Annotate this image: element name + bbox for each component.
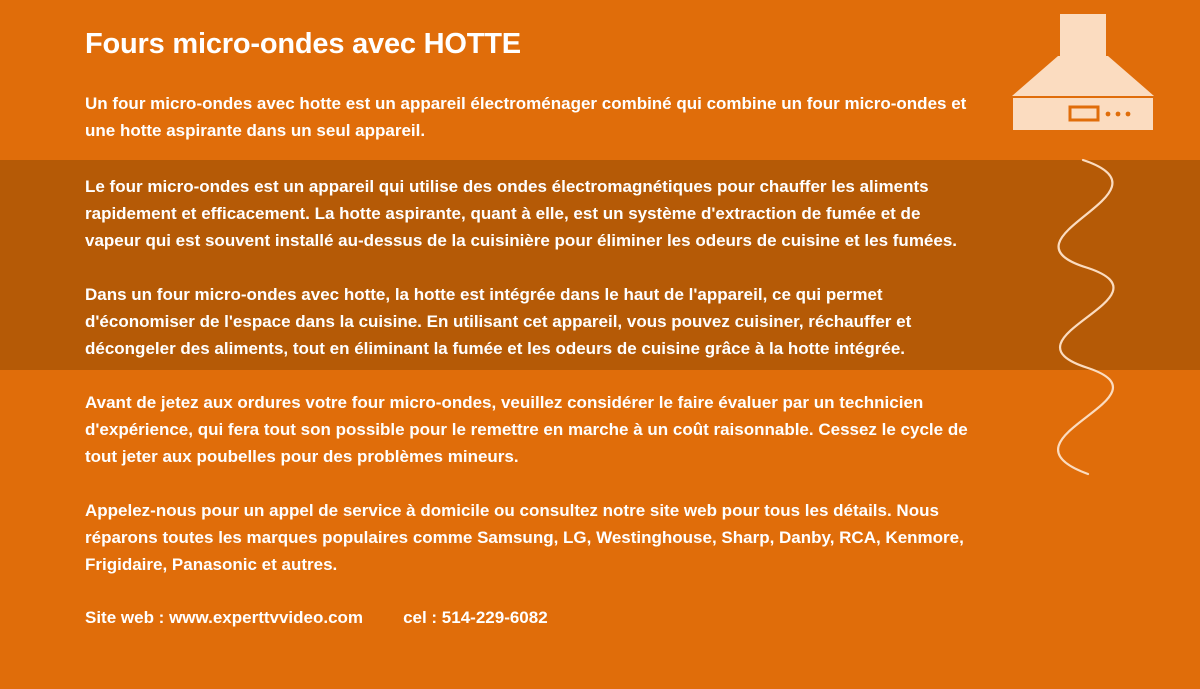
intro-paragraph: Un four micro-ondes avec hotte est un appareil électroménager combiné qui combine un four micro-ondes et une hotte aspirante dans un seul appareil.: [85, 94, 967, 140]
website-text: Site web : www.experttvvideo.com: [85, 608, 364, 627]
integrated-hood-paragraph: Dans un four micro-ondes avec hotte, la hotte est intégrée dans le haut de l'appareil, ce qui permet d'économiser de l'espace dans la cuisine. En utilisant cet appareil, vous pouvez cuisiner, réchauffer et décongeler des aliments, tout en éliminant la fumée et les odeurs de cuisine grâce à la hotte intégrée.: [85, 285, 912, 358]
service-call-paragraph: Appelez-nous pour un appel de service à domicile ou consultez notre site web pour tous les détails. Nous réparons toutes les marques populaires comme Samsung, LG, Westinghouse, Sharp, Danby, RCA, Kenmore, Frigidaire, Panasonic et autres.: [85, 501, 964, 574]
phone-text: cel : 514-229-6082: [403, 608, 548, 627]
page-title: Fours micro-ondes avec HOTTE: [85, 28, 521, 60]
repair-advice-paragraph: Avant de jetez aux ordures votre four micro-ondes, veuillez considérer le faire évaluer par un technicien d'expérience, qui fera tout son possible pour le remettre en marche à un coût raisonnable. Cessez le cycle de tout jeter aux poubelles pour des problèmes mineurs.: [85, 393, 968, 466]
contact-line: [85, 608, 548, 628]
microwave-wave-icon: [1028, 158, 1148, 478]
microwave-hood-description: Le four micro-ondes est un appareil qui utilise des ondes électromagnétiques pour chauffer les aliments rapidement et efficacement. La hotte aspirante, quant à elle, est un système d'extraction de fumée et de vapeur qui est souvent installé au-dessus de la cuisinière pour éliminer les odeurs de cuisine et les fumées.: [85, 177, 958, 250]
range-hood-icon: [1008, 14, 1158, 134]
